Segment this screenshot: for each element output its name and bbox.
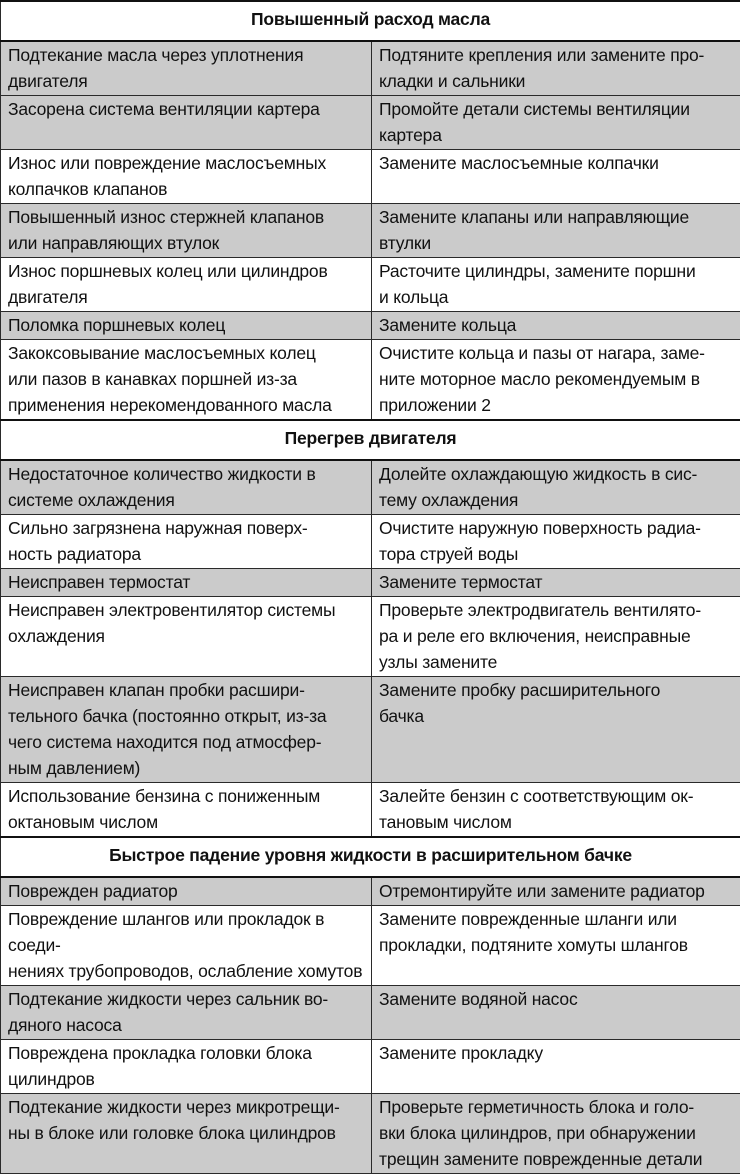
table-row bbox=[1, 1040, 740, 1094]
section-title: Быстрое падение уровня жидкости в расширительном бачке bbox=[1, 837, 740, 877]
section-title: Перегрев двигателя bbox=[1, 420, 740, 460]
remedy-cell: Замените поврежденные шланги или прокладки, подтяните хомуты шлангов bbox=[372, 906, 740, 986]
remedy-cell: Замените термостат bbox=[372, 569, 740, 597]
cause-cell: Повреждена прокладка головки блока цилиндров bbox=[1, 1040, 372, 1094]
cause-cell: Неисправен электровентилятор системы охлаждения bbox=[1, 597, 372, 677]
section-title: Повышенный расход масла bbox=[1, 1, 740, 41]
remedy-cell: Замените прокладку bbox=[372, 1040, 740, 1094]
table-row bbox=[1, 986, 740, 1040]
section-header bbox=[1, 420, 740, 460]
section-header bbox=[1, 1, 740, 41]
cause-cell: Неисправен термостат bbox=[1, 569, 372, 597]
table-row bbox=[1, 460, 740, 515]
cause-cell: Засорена система вентиляции картера bbox=[1, 96, 372, 150]
remedy-cell: Долейте охлаждающую жидкость в сис- тему охлаждения bbox=[372, 460, 740, 515]
remedy-cell: Очистите кольца и пазы от нагара, заме- ните моторное масло рекомендуемым в приложении 2 bbox=[372, 340, 740, 421]
remedy-cell: Проверьте электродвигатель вентилято- ра и реле его включения, неисправные узлы замените bbox=[372, 597, 740, 677]
remedy-cell: Промойте детали системы вентиляции картера bbox=[372, 96, 740, 150]
table-row bbox=[1, 41, 740, 96]
cause-cell: Использование бензина с пониженным октановым числом bbox=[1, 783, 372, 838]
remedy-cell: Подтяните крепления или замените про- кладки и сальники bbox=[372, 41, 740, 96]
remedy-cell: Проверьте герметичность блока и голо- вки блока цилиндров, при обнаружении трещин замените поврежденные детали bbox=[372, 1094, 740, 1174]
cause-cell: Недостаточное количество жидкости в системе охлаждения bbox=[1, 460, 372, 515]
remedy-cell: Замените кольца bbox=[372, 312, 740, 340]
table-row bbox=[1, 783, 740, 838]
cause-cell: Подтекание жидкости через микротрещи- ны в блоке или головке блока цилиндров bbox=[1, 1094, 372, 1174]
remedy-cell: Отремонтируйте или замените радиатор bbox=[372, 877, 740, 906]
table-row bbox=[1, 204, 740, 258]
section-header bbox=[1, 837, 740, 877]
cause-cell: Сильно загрязнена наружная поверх- ность радиатора bbox=[1, 515, 372, 569]
table-row bbox=[1, 96, 740, 150]
cause-cell: Подтекание жидкости через сальник во- дяного насоса bbox=[1, 986, 372, 1040]
table-row bbox=[1, 677, 740, 783]
cause-cell: Износ поршневых колец или цилиндров двигателя bbox=[1, 258, 372, 312]
cause-cell: Повреждение шлангов или прокладок в соеди- нениях трубопроводов, ослабление хомутов bbox=[1, 906, 372, 986]
cause-cell: Закоксовывание маслосъемных колец или пазов в канавках поршней из-за применения нерекомендованного масла bbox=[1, 340, 372, 421]
table-row bbox=[1, 1094, 740, 1174]
cause-cell: Поломка поршневых колец bbox=[1, 312, 372, 340]
remedy-cell: Замените маслосъемные колпачки bbox=[372, 150, 740, 204]
cause-cell: Повышенный износ стержней клапанов или направляющих втулок bbox=[1, 204, 372, 258]
cause-cell: Подтекание масла через уплотнения двигателя bbox=[1, 41, 372, 96]
table-row bbox=[1, 597, 740, 677]
table-row bbox=[1, 515, 740, 569]
remedy-cell: Замените водяной насос bbox=[372, 986, 740, 1040]
cause-cell: Износ или повреждение маслосъемных колпачков клапанов bbox=[1, 150, 372, 204]
remedy-cell: Замените пробку расширительного бачка bbox=[372, 677, 740, 783]
table-row bbox=[1, 569, 740, 597]
remedy-cell: Замените клапаны или направляющие втулки bbox=[372, 204, 740, 258]
table-row bbox=[1, 150, 740, 204]
table-row bbox=[1, 340, 740, 421]
cause-cell: Поврежден радиатор bbox=[1, 877, 372, 906]
remedy-cell: Залейте бензин с соответствующим ок- тановым числом bbox=[372, 783, 740, 838]
table-row bbox=[1, 312, 740, 340]
table-row bbox=[1, 906, 740, 986]
remedy-cell: Расточите цилиндры, замените поршни и кольца bbox=[372, 258, 740, 312]
remedy-cell: Очистите наружную поверхность радиа- тора струей воды bbox=[372, 515, 740, 569]
table-row bbox=[1, 877, 740, 906]
cause-cell: Неисправен клапан пробки расшири- тельного бачка (постоянно открыт, из-за чего система находится под атмосфер- ным давлением) bbox=[1, 677, 372, 783]
table-body bbox=[1, 1, 740, 1174]
table-row bbox=[1, 258, 740, 312]
